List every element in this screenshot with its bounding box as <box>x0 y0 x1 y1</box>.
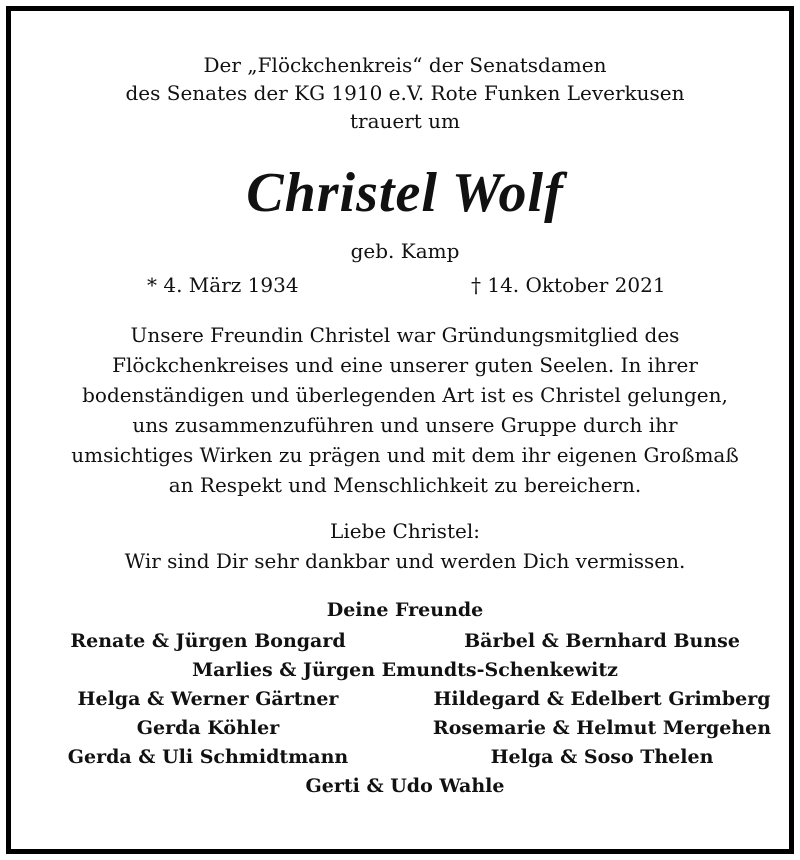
death-date: † 14. Oktober 2021 <box>471 273 666 297</box>
message-line: an Respekt und Menschlichkeit zu bereichern. <box>168 473 642 497</box>
friend-name: Helga & Soso Thelen <box>490 746 714 768</box>
birth-date: * 4. März 1934 <box>147 273 299 297</box>
message-line: uns zusammenzuführen und unsere Gruppe durch ihr <box>132 413 678 437</box>
friend-name: Helga & Werner Gärtner <box>77 688 339 710</box>
friend-name: Gerti & Udo Wahle <box>305 775 505 797</box>
message-line: Unsere Freundin Christel war Gründungsmitglied des <box>130 323 680 347</box>
friend-name: Bärbel & Bernhard Bunse <box>464 630 740 652</box>
message-line: bodenständigen und überlegenden Art ist es Christel gelungen, <box>82 383 728 407</box>
maiden-name: geb. Kamp <box>350 239 460 263</box>
message-line: Flöckchenkreises und eine unserer guten Seelen. In ihrer <box>112 353 698 377</box>
intro-line: trauert um <box>349 109 461 133</box>
deceased-name: Christel Wolf <box>246 162 564 224</box>
obituary-notice <box>6 6 794 854</box>
friend-name: Rosemarie & Helmut Mergehen <box>432 717 772 739</box>
friend-name: Gerda & Uli Schmidtmann <box>67 746 349 768</box>
friend-name: Hildegard & Edelbert Grimberg <box>433 688 771 710</box>
message-line: umsichtiges Wirken zu prägen und mit dem ihr eigenen Großmaß <box>71 443 739 467</box>
friends-heading: Deine Freunde <box>326 599 484 621</box>
farewell-line: Wir sind Dir sehr dankbar und werden Dich vermissen. <box>124 549 686 573</box>
intro-line: Der „Flöckchenkreis“ der Senatsdamen <box>203 53 607 77</box>
friend-name: Marlies & Jürgen Emundts-Schenkewitz <box>192 659 618 681</box>
intro-line: des Senates der KG 1910 e.V. Rote Funken Leverkusen <box>125 81 685 105</box>
friend-name: Renate & Jürgen Bongard <box>70 630 346 652</box>
friend-name: Gerda Köhler <box>136 717 280 739</box>
farewell-line: Liebe Christel: <box>330 519 480 543</box>
